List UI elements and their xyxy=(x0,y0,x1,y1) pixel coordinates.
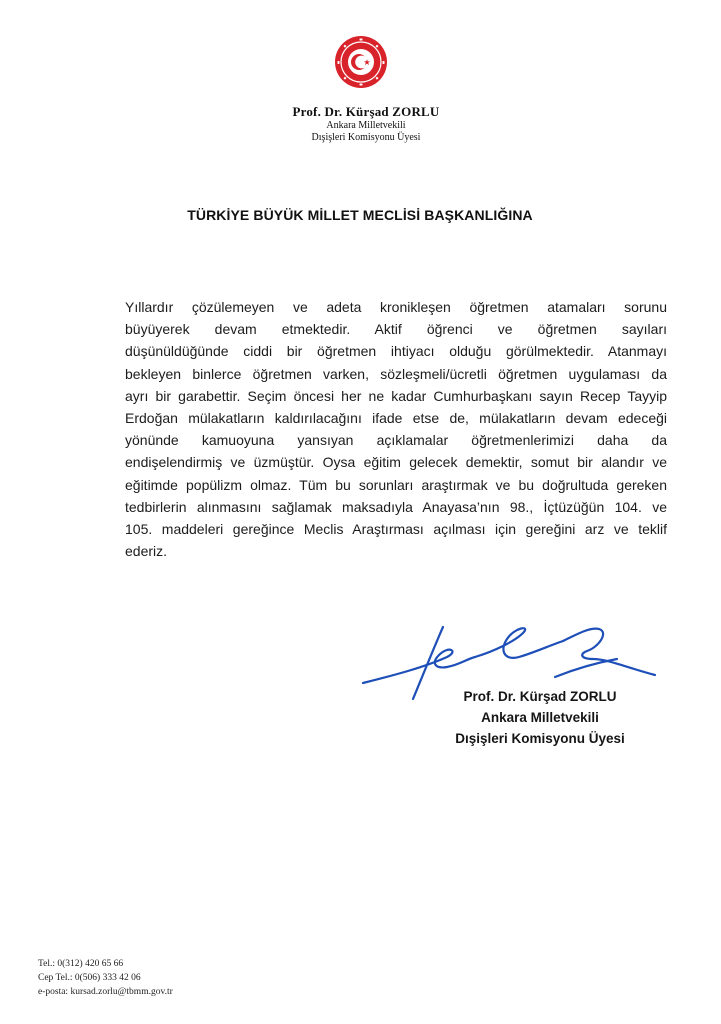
body-line: düşünüldüğünde ciddi bir öğretmen ihtiyacı olduğu görülmektedir. Atanmayı xyxy=(125,343,667,360)
letter-body xyxy=(125,296,667,562)
contact-email: e-posta: kursad.zorlu@tbmm.gov.tr xyxy=(38,987,173,997)
body-line: tedbirlerin alınmasını sağlamak maksadıyla Anayasa’nın 98., İçtüzüğün 104. ve xyxy=(125,498,667,515)
body-line: bekleyen binlerce öğretmen varken, sözleşmeli/ücretli öğretmen uygulaması da xyxy=(125,365,667,382)
contact-info xyxy=(38,957,298,999)
body-line: ayrı bir garabettir. Seçim öncesi her ne kadar Cumhurbaşkanı sayın Recep Tayyip xyxy=(125,387,667,404)
letterhead xyxy=(200,104,532,144)
body-line: eğitimde popülizm olmaz. Tüm bu sorunları araştırmak ve bu doğrultuda gereken xyxy=(125,476,667,493)
signatory-name: Prof. Dr. Kürşad ZORLU xyxy=(463,689,617,704)
body-line: endişelendirmiş ve üzmüştür. Oysa eğitim gelecek demektir, somut bir alandır ve xyxy=(125,454,667,471)
parliament-seal-icon xyxy=(334,35,388,89)
body-line: büyüyerek devam etmektedir. Aktif öğrenci ve öğretmen sayıları xyxy=(125,321,667,338)
body-line: Erdoğan mülakatların kaldırılacağını ifade etse de, mülakatların devam edeceği xyxy=(125,409,667,426)
body-line: ederiz. xyxy=(125,543,168,560)
letterhead-name: Prof. Dr. Kürşad ZORLU xyxy=(292,104,440,119)
contact-tel: Tel.: 0(312) 420 65 66 xyxy=(38,959,124,969)
signatory-committee: Dışişleri Komisyonu Üyesi xyxy=(455,731,625,746)
body-line: yönünde kamuoyuna yansıyan açıklamalar öğretmenlerimizi daha da xyxy=(125,432,667,449)
signatory-position: Ankara Milletvekili xyxy=(481,710,599,725)
signature-block xyxy=(430,686,650,749)
letterhead-position: Ankara Milletvekili xyxy=(326,120,406,131)
body-line: Yıllardır çözülemeyen ve adeta kronikleşen öğretmen atamaları sorunu xyxy=(125,299,667,315)
letterhead-committee: Dışişleri Komisyonu Üyesi xyxy=(311,132,421,143)
contact-mobile: Cep Tel.: 0(506) 333 42 06 xyxy=(38,973,141,983)
body-line: 105. maddeleri gereğince Meclis Araştırması açılması için gereğini arz ve teklif xyxy=(125,520,667,537)
page-title: TÜRKİYE BÜYÜK MİLLET MECLİSİ BAŞKANLIĞINA xyxy=(187,207,533,223)
